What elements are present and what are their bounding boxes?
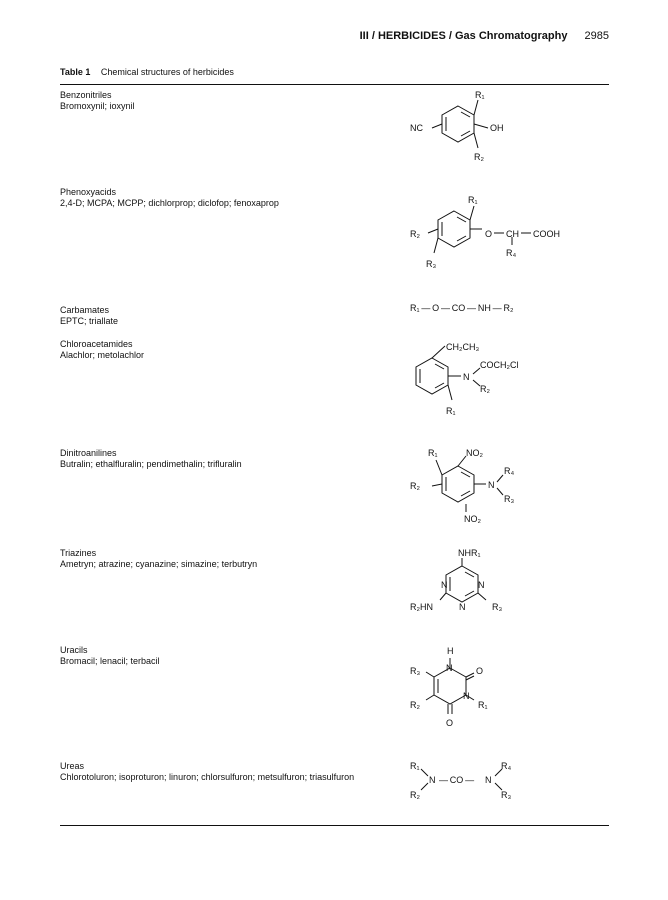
table-caption [60, 67, 234, 77]
n-right-label: N [485, 775, 492, 785]
class-members: Alachlor; metolachlor [60, 350, 145, 360]
class-members: Bromacil; lenacil; terbacil [60, 656, 160, 666]
r1-label: R₁ [475, 90, 485, 100]
class-name: Chloroacetamides [60, 339, 133, 349]
class-name: Benzonitriles [60, 90, 112, 100]
table-row-benzonitriles [60, 90, 135, 112]
r3-label: R₃ [501, 790, 512, 800]
r3-label: R₃ [504, 494, 515, 504]
triazine-structure [400, 544, 550, 620]
nitro-bottom-label: NO₂ [464, 514, 481, 524]
table-bottom-rule [60, 825, 609, 826]
cooh-label: COOH [533, 229, 560, 239]
ethyl-label: CH₂CH₃ [446, 342, 480, 352]
class-name: Dinitroanilines [60, 448, 117, 458]
table-row-phenoxyacids [60, 187, 279, 209]
chloroacetyl-label: COCH₂Cl [480, 360, 519, 370]
nitrogen-label: N [463, 372, 470, 382]
r3-label: R₃ [492, 602, 503, 612]
r2-label: R₂ [410, 481, 420, 491]
r1-label: R₁ [446, 406, 456, 416]
urea-structure [400, 756, 550, 804]
r2hn-label: R₂HN [410, 602, 433, 612]
r4-label: R₄ [501, 761, 512, 771]
r1-label: R₁ [428, 448, 438, 458]
carbonyl-o-right: O [476, 666, 484, 676]
n-left-label: N [429, 775, 436, 785]
ring-n-top: N [446, 663, 453, 673]
ch-label: CH [506, 229, 519, 239]
class-members: Butralin; ethalfluralin; pendimethalin; trifluralin [60, 459, 242, 469]
uracil-structure [400, 642, 550, 734]
carbamate-structure [400, 298, 560, 318]
r4-label: R₄ [506, 248, 517, 258]
carbonyl-o-bottom: O [446, 718, 454, 728]
nitrogen-label: N [488, 480, 495, 490]
r2-label: R₂ [410, 229, 420, 239]
table-caption-text: Chemical structures of herbicides [100, 67, 234, 77]
running-title: III / HERBICIDES / Gas Chromatography [359, 30, 568, 42]
table-top-rule [60, 84, 609, 85]
r2-label: R₂ [480, 384, 490, 394]
chloroacetamide-structure [400, 336, 570, 422]
class-name: Phenoxyacids [60, 187, 117, 197]
table-row-ureas [60, 761, 354, 783]
table-row-chloroacetamides [60, 339, 144, 361]
dinitroaniline-structure [400, 442, 550, 528]
class-name: Triazines [60, 548, 97, 558]
ring-n-bottom: N [459, 602, 466, 612]
table-row-dinitroanilines [60, 448, 242, 470]
ring-n-left: N [441, 580, 448, 590]
r4-label: R₄ [504, 466, 515, 476]
class-members: Chlorotoluron; isoproturon; linuron; chlorsulfuron; metsulfuron; triasulfuron [60, 772, 355, 782]
ring-n-right: N [478, 580, 485, 590]
class-members: Ametryn; atrazine; cyanazine; simazine; terbutryn [60, 559, 258, 569]
r3-label: R₃ [410, 666, 421, 676]
r1-label: R₁ [478, 700, 488, 710]
table-row-uracils [60, 645, 160, 667]
class-members: EPTC; triallate [60, 316, 119, 326]
class-name: Carbamates [60, 305, 110, 315]
table-label: Table 1 [60, 67, 91, 77]
class-members: Bromoxynil; ioxynil [60, 101, 135, 111]
nitro-top-label: NO₂ [466, 448, 483, 458]
carbamate-formula: R₁ — O — CO — NH — R₂ [410, 303, 514, 313]
table-row-carbamates [60, 305, 118, 327]
page-number: 2985 [584, 30, 609, 42]
hydrogen-label: H [447, 646, 454, 656]
class-name: Ureas [60, 761, 85, 771]
nhr1-label: NHR₁ [458, 548, 481, 558]
ring-n-bottom: N [463, 691, 470, 701]
r1-label: R₁ [468, 195, 478, 205]
class-name: Uracils [60, 645, 88, 655]
benzonitrile-structure [400, 86, 550, 168]
nitrile-label: NC [410, 123, 423, 133]
table-row-triazines [60, 548, 257, 570]
class-members: 2,4-D; MCPA; MCPP; dichlorprop; diclofop; fenoxaprop [60, 198, 279, 208]
phenoxyacid-structure [400, 193, 570, 275]
r2-label: R₂ [410, 790, 420, 800]
hydroxyl-label: OH [490, 123, 504, 133]
co-label: — CO — [439, 775, 475, 785]
r2-label: R₂ [410, 700, 420, 710]
r3-label: R₃ [426, 259, 437, 269]
r2-label: R₂ [474, 152, 484, 162]
ether-oxygen-label: O [485, 229, 493, 239]
page-header [0, 30, 609, 46]
r1-label: R₁ [410, 761, 420, 771]
